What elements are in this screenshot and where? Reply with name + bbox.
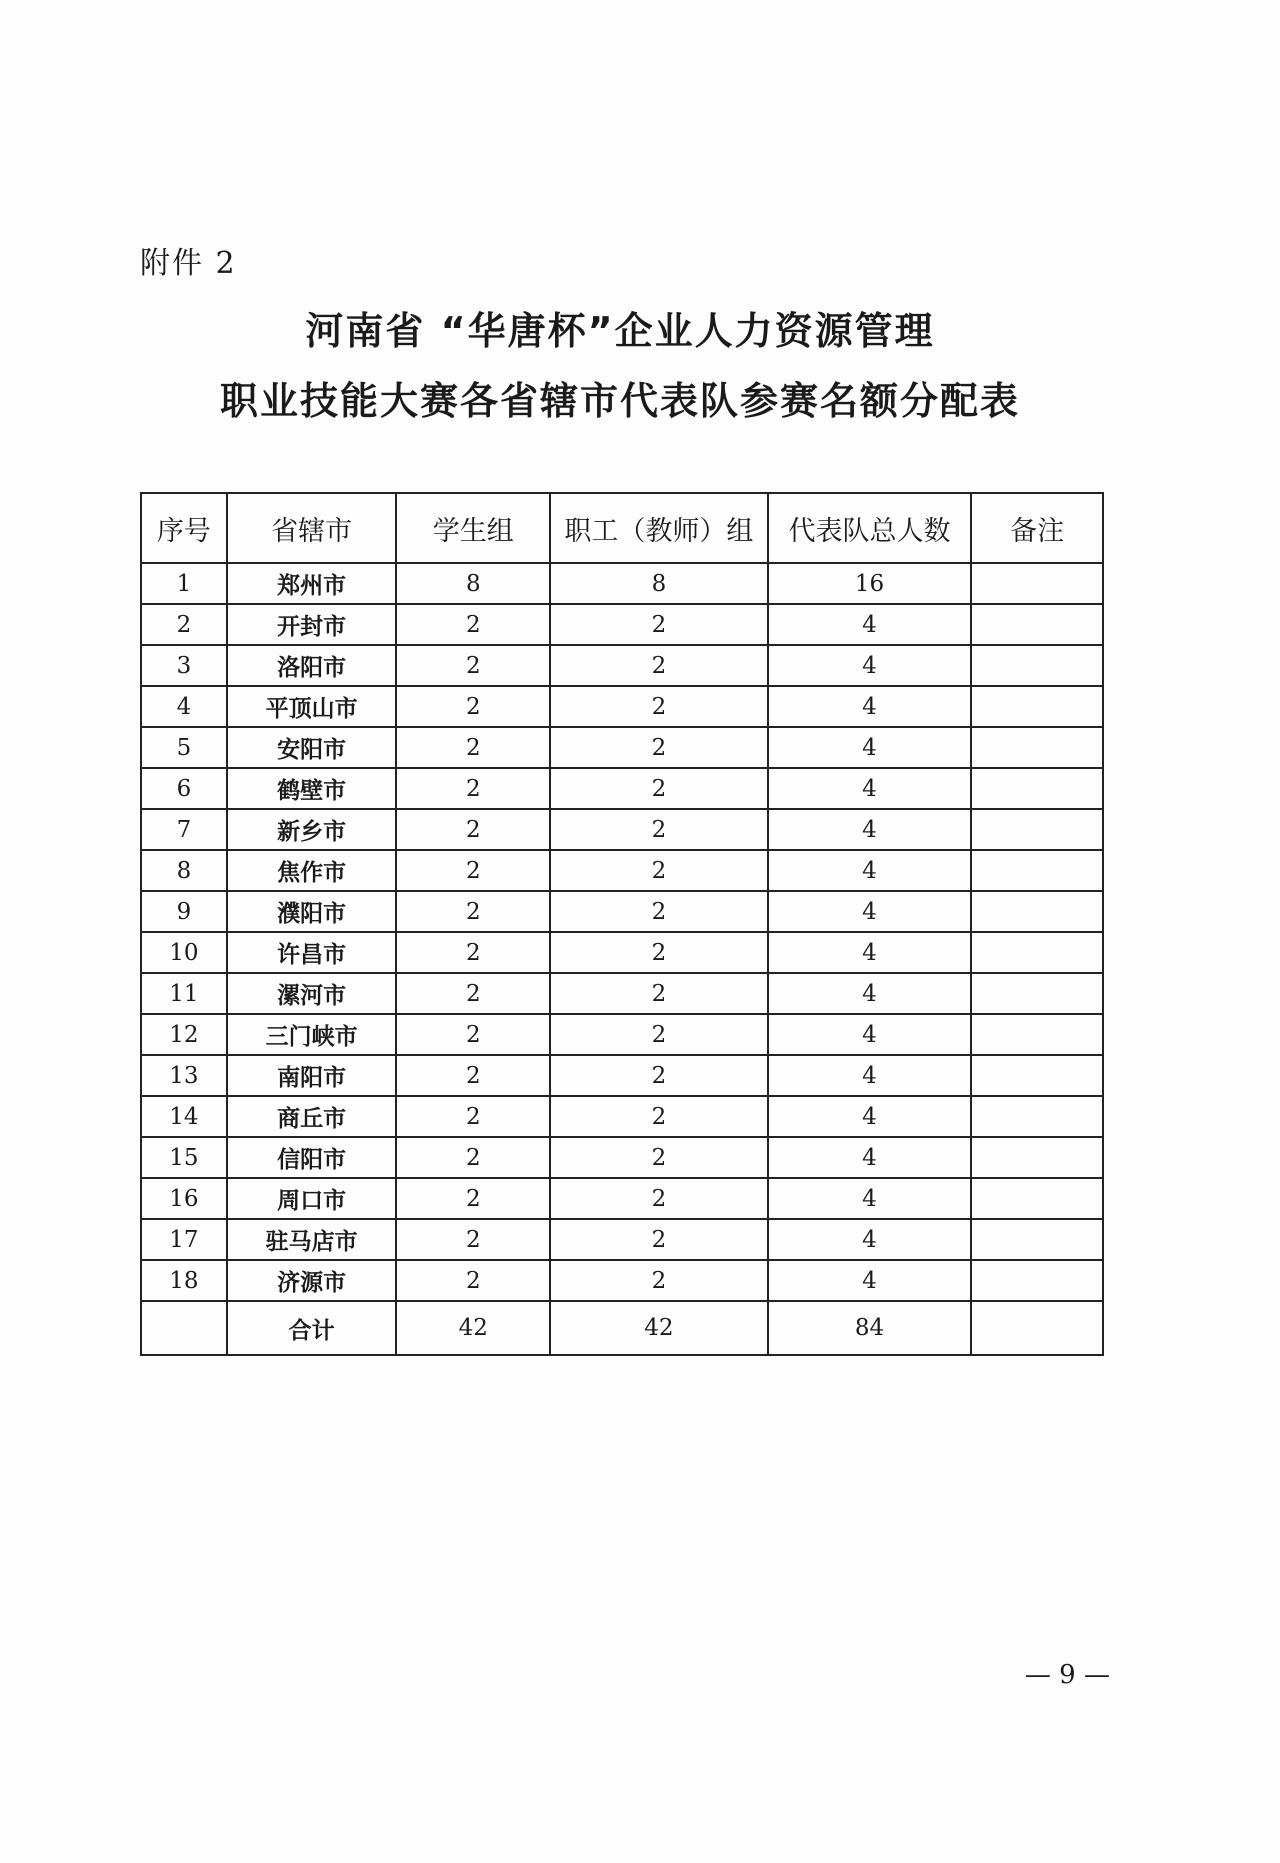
row-index: 7: [141, 809, 227, 850]
table-row: [141, 809, 1103, 850]
city-name: 平顶山市: [227, 686, 397, 727]
city-name: 三门峡市: [227, 1014, 397, 1055]
table-row: [141, 1219, 1103, 1260]
table-row: [141, 563, 1103, 604]
attachment-label: 附件 2: [140, 246, 237, 281]
remarks: [971, 727, 1103, 768]
total-index: [141, 1301, 227, 1355]
row-index: 11: [141, 973, 227, 1014]
staff-group-count: 2: [550, 1178, 768, 1219]
city-name: 周口市: [227, 1178, 397, 1219]
remarks: [971, 809, 1103, 850]
row-index: 1: [141, 563, 227, 604]
remarks: [971, 932, 1103, 973]
city-name: 信阳市: [227, 1137, 397, 1178]
team-total-count: 4: [768, 1055, 972, 1096]
city-name: 许昌市: [227, 932, 397, 973]
header-staff-group: 职工（教师）组: [550, 493, 768, 563]
remarks: [971, 1014, 1103, 1055]
team-total-count: 4: [768, 973, 972, 1014]
city-name: 开封市: [227, 604, 397, 645]
student-group-count: 2: [396, 1260, 550, 1301]
remarks: [971, 891, 1103, 932]
city-name: 鹤壁市: [227, 768, 397, 809]
student-group-count: 2: [396, 809, 550, 850]
team-total-count: 4: [768, 1096, 972, 1137]
student-group-count: 2: [396, 604, 550, 645]
remarks: [971, 1260, 1103, 1301]
city-name: 济源市: [227, 1260, 397, 1301]
student-group-count: 2: [396, 891, 550, 932]
city-name: 焦作市: [227, 850, 397, 891]
page-number: — 9 —: [1024, 1660, 1110, 1690]
table-row: [141, 932, 1103, 973]
team-total-count: 4: [768, 727, 972, 768]
team-total-count: 4: [768, 932, 972, 973]
row-index: 5: [141, 727, 227, 768]
student-group-count: 2: [396, 1137, 550, 1178]
team-total-count: 4: [768, 891, 972, 932]
table-total-row: [141, 1301, 1103, 1355]
remarks: [971, 686, 1103, 727]
student-group-count: 2: [396, 727, 550, 768]
row-index: 17: [141, 1219, 227, 1260]
table-row: [141, 1014, 1103, 1055]
header-team-total: 代表队总人数: [768, 493, 972, 563]
table-row: [141, 1137, 1103, 1178]
team-total-count: 4: [768, 809, 972, 850]
remarks: [971, 1178, 1103, 1219]
document-title-line-1: 河南省 “华唐杯”企业人力资源管理: [305, 309, 935, 353]
header-city: 省辖市: [227, 493, 397, 563]
student-group-count: 2: [396, 1096, 550, 1137]
table-row: [141, 686, 1103, 727]
remarks: [971, 973, 1103, 1014]
staff-group-count: 2: [550, 1137, 768, 1178]
team-total-count: 4: [768, 768, 972, 809]
table-header-row: [141, 493, 1103, 563]
staff-group-count: 2: [550, 1055, 768, 1096]
student-group-count: 2: [396, 850, 550, 891]
team-total-count: 4: [768, 1137, 972, 1178]
total-student-group: 42: [396, 1301, 550, 1355]
table-row: [141, 850, 1103, 891]
staff-group-count: 2: [550, 604, 768, 645]
remarks: [971, 563, 1103, 604]
row-index: 16: [141, 1178, 227, 1219]
city-name: 南阳市: [227, 1055, 397, 1096]
staff-group-count: 2: [550, 1014, 768, 1055]
city-name: 漯河市: [227, 973, 397, 1014]
remarks: [971, 850, 1103, 891]
remarks: [971, 1055, 1103, 1096]
table-row: [141, 645, 1103, 686]
city-name: 驻马店市: [227, 1219, 397, 1260]
staff-group-count: 2: [550, 891, 768, 932]
staff-group-count: 2: [550, 850, 768, 891]
student-group-count: 2: [396, 768, 550, 809]
total-label: 合计: [227, 1301, 397, 1355]
row-index: 8: [141, 850, 227, 891]
table-row: [141, 973, 1103, 1014]
header-remarks: 备注: [971, 493, 1103, 563]
city-name: 商丘市: [227, 1096, 397, 1137]
row-index: 10: [141, 932, 227, 973]
staff-group-count: 2: [550, 686, 768, 727]
staff-group-count: 2: [550, 768, 768, 809]
city-name: 洛阳市: [227, 645, 397, 686]
team-total-count: 4: [768, 850, 972, 891]
row-index: 4: [141, 686, 227, 727]
remarks: [971, 768, 1103, 809]
table-row: [141, 1096, 1103, 1137]
total-remarks: [971, 1301, 1103, 1355]
student-group-count: 2: [396, 645, 550, 686]
quota-allocation-table: [140, 492, 1104, 1356]
student-group-count: 2: [396, 1014, 550, 1055]
student-group-count: 2: [396, 1219, 550, 1260]
table-row: [141, 1055, 1103, 1096]
row-index: 9: [141, 891, 227, 932]
table-row: [141, 891, 1103, 932]
remarks: [971, 604, 1103, 645]
total-team-total: 84: [768, 1301, 972, 1355]
team-total-count: 4: [768, 1219, 972, 1260]
team-total-count: 4: [768, 604, 972, 645]
table-body: [141, 563, 1103, 1301]
city-name: 濮阳市: [227, 891, 397, 932]
header-student-group: 学生组: [396, 493, 550, 563]
row-index: 14: [141, 1096, 227, 1137]
remarks: [971, 645, 1103, 686]
staff-group-count: 2: [550, 1219, 768, 1260]
student-group-count: 2: [396, 973, 550, 1014]
header-index: 序号: [141, 493, 227, 563]
remarks: [971, 1219, 1103, 1260]
row-index: 6: [141, 768, 227, 809]
team-total-count: 4: [768, 645, 972, 686]
staff-group-count: 2: [550, 809, 768, 850]
city-name: 郑州市: [227, 563, 397, 604]
staff-group-count: 2: [550, 645, 768, 686]
team-total-count: 4: [768, 1260, 972, 1301]
row-index: 13: [141, 1055, 227, 1096]
table-row: [141, 768, 1103, 809]
row-index: 15: [141, 1137, 227, 1178]
staff-group-count: 2: [550, 973, 768, 1014]
row-index: 18: [141, 1260, 227, 1301]
document-title-line-2: 职业技能大赛各省辖市代表队参赛名额分配表: [219, 379, 1020, 423]
remarks: [971, 1137, 1103, 1178]
student-group-count: 2: [396, 1178, 550, 1219]
team-total-count: 4: [768, 1014, 972, 1055]
team-total-count: 16: [768, 563, 972, 604]
city-name: 安阳市: [227, 727, 397, 768]
student-group-count: 2: [396, 932, 550, 973]
table-row: [141, 1260, 1103, 1301]
team-total-count: 4: [768, 686, 972, 727]
total-staff-group: 42: [550, 1301, 768, 1355]
row-index: 12: [141, 1014, 227, 1055]
table-row: [141, 604, 1103, 645]
staff-group-count: 2: [550, 1260, 768, 1301]
staff-group-count: 8: [550, 563, 768, 604]
student-group-count: 2: [396, 1055, 550, 1096]
student-group-count: 2: [396, 686, 550, 727]
remarks: [971, 1096, 1103, 1137]
staff-group-count: 2: [550, 932, 768, 973]
row-index: 2: [141, 604, 227, 645]
staff-group-count: 2: [550, 727, 768, 768]
student-group-count: 8: [396, 563, 550, 604]
row-index: 3: [141, 645, 227, 686]
staff-group-count: 2: [550, 1096, 768, 1137]
city-name: 新乡市: [227, 809, 397, 850]
table-row: [141, 1178, 1103, 1219]
table-row: [141, 727, 1103, 768]
team-total-count: 4: [768, 1178, 972, 1219]
